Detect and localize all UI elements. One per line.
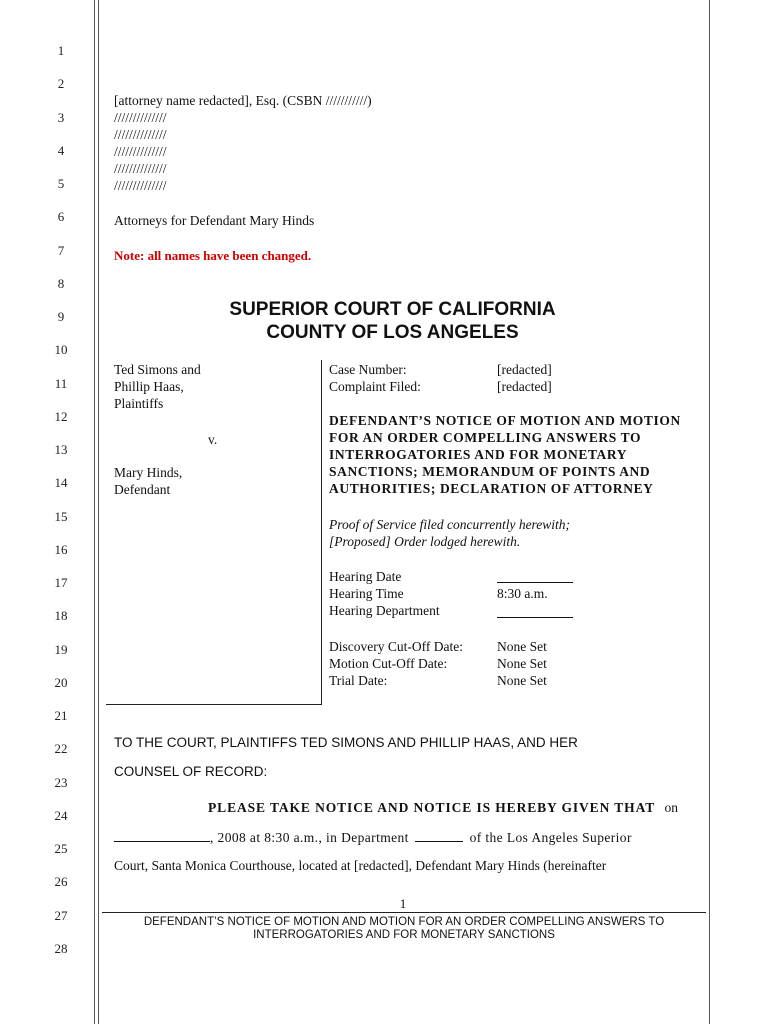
discovery-cutoff-label: Discovery Cut-Off Date: <box>329 639 463 654</box>
hearing-date-line <box>114 828 678 846</box>
attorney-name-line: [attorney name redacted], Esq. (CSBN ///////////) <box>114 93 372 108</box>
line-number: 14 <box>54 475 68 490</box>
attorney-address-line: ////////////// <box>114 110 167 125</box>
line-number: 1 <box>57 43 65 58</box>
line-number: 8 <box>57 276 65 291</box>
filed-note: [Proposed] Order lodged herewith. <box>329 534 521 549</box>
defendant-line: Defendant <box>114 482 171 497</box>
line-number: 5 <box>57 176 65 191</box>
motion-cutoff-value: None Set <box>497 656 547 671</box>
footer-title-line: DEFENDANT’S NOTICE OF MOTION AND MOTION FOR AN ORDER COMPELLING ANSWERS TO <box>143 916 665 928</box>
line-number: 17 <box>54 575 68 590</box>
document-title-line: DEFENDANT’S NOTICE OF MOTION AND MOTION <box>329 413 681 428</box>
line-number: 4 <box>57 143 65 158</box>
defendant-line: Mary Hinds, <box>114 465 183 480</box>
left-margin-rule-inner <box>98 0 99 1024</box>
left-margin-rule-outer <box>94 0 95 1024</box>
line-number: 20 <box>54 675 68 690</box>
line-number: 22 <box>54 741 68 756</box>
right-margin-rule <box>709 0 710 1024</box>
blank-department <box>415 828 463 842</box>
complaint-filed-value: [redacted] <box>497 379 552 394</box>
plaintiff-line: Plaintiffs <box>114 396 164 411</box>
line-number: 16 <box>54 542 68 557</box>
line-number: 15 <box>54 509 68 524</box>
name-change-note: Note: all names have been changed. <box>114 248 312 263</box>
line-number: 19 <box>54 642 68 657</box>
caption-bottom-rule <box>106 704 322 705</box>
line-number: 11 <box>54 376 68 391</box>
line-number: 21 <box>54 708 68 723</box>
attorney-address-line: ////////////// <box>114 161 167 176</box>
line-number: 24 <box>54 808 68 823</box>
motion-cutoff-label: Motion Cut-Off Date: <box>329 656 448 671</box>
footer-rule <box>102 912 706 913</box>
notice-line <box>114 799 678 816</box>
footer-title-line: INTERROGATORIES AND FOR MONETARY SANCTIONS <box>253 929 555 941</box>
line-number: 7 <box>57 243 65 258</box>
court-county: COUNTY OF LOS ANGELES <box>266 322 519 343</box>
case-number-value: [redacted] <box>497 362 552 377</box>
addressee-line: COUNSEL OF RECORD: <box>114 764 268 779</box>
addressee-line: TO THE COURT, PLAINTIFFS TED SIMONS AND PHILLIP HAAS, AND HER <box>114 735 578 750</box>
document-title-line: AUTHORITIES; DECLARATION OF ATTORNEY <box>329 481 654 496</box>
hearing-department-blank <box>497 617 573 618</box>
page-number: 1 <box>399 896 407 911</box>
line-number: 6 <box>57 209 65 224</box>
courthouse-line: Court, Santa Monica Courthouse, located at [redacted], Defendant Mary Hinds (hereinafter <box>114 858 607 873</box>
hearing-department-label: Hearing Department <box>329 603 440 618</box>
document-title-line: INTERROGATORIES AND FOR MONETARY <box>329 447 628 462</box>
hearing-time-value: 8:30 a.m. <box>497 586 548 601</box>
line-number: 12 <box>54 409 68 424</box>
line-number: 18 <box>54 608 68 623</box>
document-title-line: SANCTIONS; MEMORANDUM OF POINTS AND <box>329 464 651 479</box>
hearing-date-text: , 2008 at 8:30 a.m., in Department <box>210 830 409 845</box>
line-number: 2 <box>57 76 65 91</box>
hearing-time-label: Hearing Time <box>329 586 404 601</box>
filed-note: Proof of Service filed concurrently herewith; <box>329 517 571 532</box>
trial-date-value: None Set <box>497 673 547 688</box>
blank-date <box>114 828 210 842</box>
hearing-date-label: Hearing Date <box>329 569 402 584</box>
case-number-label: Case Number: <box>329 362 407 377</box>
line-number: 26 <box>54 874 68 889</box>
notice-bold: PLEASE TAKE NOTICE AND NOTICE IS HEREBY GIVEN THAT <box>208 800 656 815</box>
line-number: 25 <box>54 841 68 856</box>
attorney-address-line: ////////////// <box>114 127 167 142</box>
hearing-date-blank <box>497 582 573 583</box>
line-number: 10 <box>54 342 68 357</box>
discovery-cutoff-value: None Set <box>497 639 547 654</box>
notice-on: on <box>664 800 678 815</box>
attorney-address-line: ////////////// <box>114 144 167 159</box>
caption-vertical-rule <box>321 360 322 705</box>
line-number: 27 <box>54 908 68 923</box>
hearing-court-text: of the Los Angeles Superior <box>469 830 632 845</box>
line-number: 9 <box>57 309 65 324</box>
attorney-address-line: ////////////// <box>114 178 167 193</box>
versus: v. <box>208 432 218 447</box>
document-title-line: FOR AN ORDER COMPELLING ANSWERS TO <box>329 430 642 445</box>
plaintiff-line: Phillip Haas, <box>114 379 184 394</box>
plaintiff-line: Ted Simons and <box>114 362 201 377</box>
line-number: 28 <box>54 941 68 956</box>
complaint-filed-label: Complaint Filed: <box>329 379 421 394</box>
line-number: 13 <box>54 442 68 457</box>
line-number: 3 <box>57 110 65 125</box>
line-number: 23 <box>54 775 68 790</box>
trial-date-label: Trial Date: <box>329 673 388 688</box>
attorney-represents: Attorneys for Defendant Mary Hinds <box>114 213 315 228</box>
court-name: SUPERIOR COURT OF CALIFORNIA <box>229 299 556 320</box>
